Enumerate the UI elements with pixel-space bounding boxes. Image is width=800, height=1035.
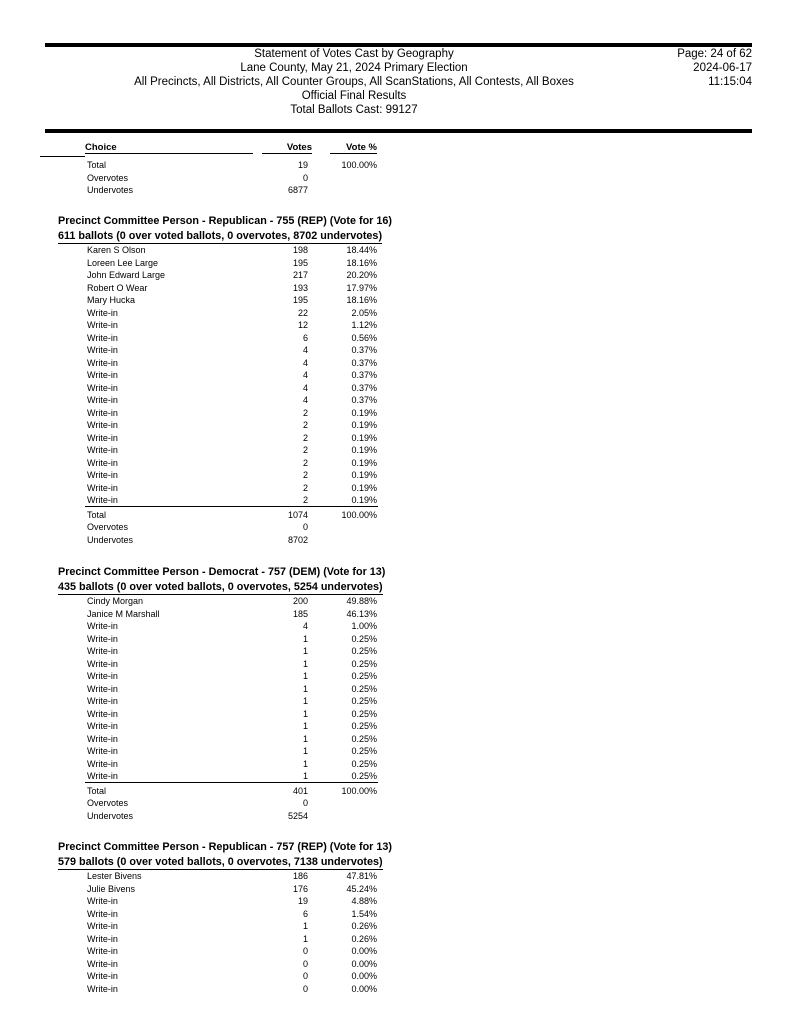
choice-cell: Write-in — [87, 495, 118, 505]
pct-cell: 0.37% — [351, 395, 377, 405]
choice-cell: Write-in — [87, 432, 118, 443]
choice-cell: Write-in — [87, 457, 118, 468]
votes-cell: 401 — [292, 785, 308, 796]
votes-header-underline — [262, 153, 312, 154]
table-row — [45, 870, 752, 883]
table-row — [45, 482, 752, 495]
pct-cell: 1.12% — [351, 320, 377, 330]
table-row — [45, 983, 752, 996]
votes-cell: 22 — [297, 307, 308, 318]
table-row — [45, 282, 752, 295]
pct-cell: 18.16% — [346, 257, 377, 268]
table-row — [45, 970, 752, 983]
pct-cell: 100.00% — [341, 160, 377, 170]
contest-title: Precinct Committee Person - Republican - 755 (REP) (Vote for 16) — [58, 215, 392, 227]
pct-cell: 0.19% — [351, 457, 377, 468]
table-column-header — [45, 143, 752, 154]
votes-cell: 0 — [302, 971, 308, 981]
pct-cell: 100.00% — [341, 509, 377, 520]
table-row — [45, 620, 752, 633]
table-row — [45, 521, 752, 534]
pct-cell: 49.88% — [346, 596, 377, 606]
table-row — [45, 534, 752, 547]
table-row — [45, 257, 752, 270]
table-row — [45, 332, 752, 345]
table-row — [45, 785, 752, 798]
table-row — [45, 908, 752, 921]
votes-cell: 4 — [302, 395, 308, 405]
table-row — [45, 159, 752, 172]
table-row — [45, 469, 752, 482]
pct-cell: 47.81% — [346, 871, 377, 881]
votepct-column-header: Vote % — [346, 142, 377, 153]
results-section-rep-757 — [45, 841, 752, 997]
choice-cell: Write-in — [87, 696, 118, 706]
choice-cell: Loreen Lee Large — [87, 257, 159, 268]
contest-ballots-line: 579 ballots (0 over voted ballots, 0 overvotes, 7138 undervotes) — [58, 856, 383, 868]
choice-cell: Write-in — [87, 746, 118, 756]
contest-ballots-line: 435 ballots (0 over voted ballots, 0 overvotes, 5254 undervotes) — [58, 581, 383, 593]
votes-cell: 4 — [302, 345, 308, 355]
contest-title: Precinct Committee Person - Republican - 757 (REP) (Vote for 13) — [58, 841, 392, 853]
results-section-rep-755 — [45, 215, 752, 546]
votes-cell: 176 — [292, 883, 308, 894]
pct-cell: 0.37% — [351, 382, 377, 393]
votes-cell: 5254 — [287, 810, 308, 821]
pct-cell: 0.37% — [351, 370, 377, 380]
report-date: 2024-06-17 — [693, 62, 752, 74]
pct-cell: 0.25% — [351, 733, 377, 744]
pct-cell: 0.00% — [351, 958, 377, 969]
votepct-header-underline — [330, 153, 377, 154]
choice-cell: Write-in — [87, 382, 118, 393]
votes-cell: 1 — [302, 671, 308, 681]
choice-cell: Write-in — [87, 633, 118, 644]
votes-cell: 1074 — [287, 509, 308, 520]
pct-cell: 0.26% — [351, 921, 377, 931]
choice-cell: Write-in — [87, 420, 118, 430]
votes-cell: 6 — [302, 908, 308, 919]
votes-cell: 1 — [302, 633, 308, 644]
table-row — [45, 595, 752, 608]
votes-cell: 186 — [292, 871, 308, 881]
pct-cell: 0.25% — [351, 671, 377, 681]
choice-cell: John Edward Large — [87, 270, 166, 280]
votes-cell: 0 — [302, 946, 308, 956]
choice-cell: Write-in — [87, 721, 118, 731]
choice-cell: Mary Hucka — [87, 295, 136, 305]
choice-cell: Write-in — [87, 658, 118, 669]
votes-cell: 4 — [302, 382, 308, 393]
votes-cell: 2 — [302, 445, 308, 455]
votes-cell: 1 — [302, 658, 308, 669]
table-row — [45, 658, 752, 671]
pct-cell: 45.24% — [346, 883, 377, 894]
choice-cell: Karen S Olson — [87, 245, 146, 255]
table-row — [45, 494, 752, 507]
choice-cell: Write-in — [87, 933, 118, 944]
votes-cell: 1 — [302, 646, 308, 656]
pct-cell: 0.25% — [351, 683, 377, 694]
choice-cell: Undervotes — [87, 810, 134, 821]
pct-cell: 20.20% — [346, 270, 377, 280]
choice-cell: Overvotes — [87, 172, 129, 183]
section-summary — [45, 159, 752, 197]
table-row — [45, 432, 752, 445]
section-rows — [45, 244, 752, 507]
table-row — [45, 369, 752, 382]
pct-cell: 46.13% — [346, 608, 377, 619]
pct-cell: 0.19% — [351, 470, 377, 480]
pct-cell: 0.25% — [351, 758, 377, 769]
table-row — [45, 244, 752, 257]
choice-cell: Write-in — [87, 470, 118, 480]
election-name: Lane County, May 21, 2024 Primary Election — [240, 62, 468, 74]
votes-cell: 200 — [292, 596, 308, 606]
pct-cell: 100.00% — [341, 785, 377, 796]
votes-cell: 6877 — [287, 185, 308, 195]
votes-cell: 2 — [302, 407, 308, 418]
votes-cell: 1 — [302, 746, 308, 756]
contest-title: Precinct Committee Person - Democrat - 757 (DEM) (Vote for 13) — [58, 566, 386, 578]
table-row — [45, 457, 752, 470]
votes-cell: 1 — [302, 708, 308, 719]
table-row — [45, 357, 752, 370]
votes-cell: 2 — [302, 420, 308, 430]
table-row — [45, 319, 752, 332]
votes-cell: 1 — [302, 721, 308, 731]
votes-cell: 195 — [292, 295, 308, 305]
pct-cell: 1.54% — [351, 908, 377, 919]
table-row — [45, 708, 752, 721]
table-row — [45, 184, 752, 197]
choice-cell: Write-in — [87, 370, 118, 380]
choice-cell: Write-in — [87, 357, 118, 368]
choice-cell: Write-in — [87, 445, 118, 455]
choice-cell: Write-in — [87, 320, 118, 330]
pct-cell: 0.00% — [351, 983, 377, 994]
choice-cell: Undervotes — [87, 185, 134, 195]
table-row — [45, 419, 752, 432]
choice-cell: Julie Bivens — [87, 883, 136, 894]
page-info — [45, 47, 752, 89]
pct-cell: 0.37% — [351, 345, 377, 355]
choice-cell: Write-in — [87, 896, 118, 906]
choice-cell: Total — [87, 160, 107, 170]
votes-cell: 0 — [302, 983, 308, 994]
votes-cell: 198 — [292, 245, 308, 255]
table-row — [45, 945, 752, 958]
votes-cell: 6 — [302, 332, 308, 343]
table-row — [45, 958, 752, 971]
table-row — [45, 933, 752, 946]
votes-cell: 4 — [302, 357, 308, 368]
votes-cell: 1 — [302, 733, 308, 744]
votes-cell: 0 — [302, 172, 308, 183]
choice-cell: Overvotes — [87, 798, 129, 808]
pct-cell: 0.00% — [351, 946, 377, 956]
choice-column-header: Choice — [85, 142, 117, 153]
votes-cell: 217 — [292, 270, 308, 280]
table-row — [45, 920, 752, 933]
table-row — [45, 758, 752, 771]
table-row — [45, 810, 752, 823]
votes-cell: 12 — [297, 320, 308, 330]
choice-cell: Write-in — [87, 971, 118, 981]
choice-cell: Write-in — [87, 407, 118, 418]
contest-ballots-line: 611 ballots (0 over voted ballots, 0 overvotes, 8702 undervotes) — [58, 230, 383, 242]
choice-cell: Total — [87, 509, 107, 520]
choice-cell: Write-in — [87, 921, 118, 931]
results-section-dem-757 — [45, 566, 752, 822]
choice-cell: Total — [87, 785, 107, 796]
table-row — [45, 745, 752, 758]
pct-cell: 18.16% — [346, 295, 377, 305]
pct-cell: 0.00% — [351, 971, 377, 981]
pct-cell: 0.25% — [351, 633, 377, 644]
table-row — [45, 172, 752, 185]
choice-header-underline — [85, 153, 253, 154]
votes-cell: 0 — [302, 798, 308, 808]
votes-cell: 1 — [302, 758, 308, 769]
pct-cell: 0.25% — [351, 746, 377, 756]
table-row — [45, 382, 752, 395]
votes-cell: 8702 — [287, 534, 308, 545]
section-summary — [45, 785, 752, 823]
header-divider-rule — [45, 129, 752, 133]
table-row — [45, 695, 752, 708]
votes-cell: 19 — [297, 896, 308, 906]
choice-cell: Cindy Morgan — [87, 596, 144, 606]
choice-cell: Write-in — [87, 683, 118, 694]
pct-cell: 0.19% — [351, 407, 377, 418]
pct-cell: 17.97% — [346, 282, 377, 293]
section-summary — [45, 509, 752, 547]
choice-cell: Write-in — [87, 332, 118, 343]
choice-cell: Write-in — [87, 771, 118, 781]
votes-cell: 2 — [302, 432, 308, 443]
votes-cell: 4 — [302, 621, 308, 631]
pct-cell: 4.88% — [351, 896, 377, 906]
pct-cell: 0.19% — [351, 432, 377, 443]
filter-line: All Precincts, All Districts, All Counter Groups, All ScanStations, All Contests, All Boxes — [134, 76, 574, 88]
table-row — [45, 509, 752, 522]
choice-cell: Undervotes — [87, 534, 134, 545]
table-row — [45, 307, 752, 320]
table-row — [45, 895, 752, 908]
pct-cell: 0.19% — [351, 482, 377, 493]
pct-cell: 0.25% — [351, 721, 377, 731]
pct-cell: 0.25% — [351, 658, 377, 669]
choice-cell: Write-in — [87, 621, 118, 631]
votes-cell: 2 — [302, 470, 308, 480]
pct-cell: 0.19% — [351, 420, 377, 430]
table-row — [45, 645, 752, 658]
choice-cell: Lester Bivens — [87, 871, 142, 881]
table-row — [45, 344, 752, 357]
choice-cell: Write-in — [87, 671, 118, 681]
votes-cell: 1 — [302, 933, 308, 944]
total-ballots-cast: Total Ballots Cast: 99127 — [290, 104, 418, 116]
report-title: Statement of Votes Cast by Geography — [254, 48, 454, 60]
table-row — [45, 733, 752, 746]
choice-cell: Write-in — [87, 646, 118, 656]
votes-cell: 185 — [292, 608, 308, 619]
choice-cell: Write-in — [87, 307, 118, 318]
pct-cell: 0.25% — [351, 771, 377, 781]
results-status: Official Final Results — [301, 90, 407, 102]
choice-cell: Write-in — [87, 958, 118, 969]
votes-cell: 193 — [292, 282, 308, 293]
table-row — [45, 670, 752, 683]
results-section-continued — [45, 157, 752, 197]
table-row — [45, 770, 752, 783]
pct-cell: 0.56% — [351, 332, 377, 343]
choice-cell: Write-in — [87, 908, 118, 919]
table-row — [45, 407, 752, 420]
report-time: 11:15:04 — [708, 76, 752, 88]
table-row — [45, 608, 752, 621]
table-row — [45, 269, 752, 282]
votes-cell: 2 — [302, 457, 308, 468]
choice-cell: Write-in — [87, 395, 118, 405]
section-rows — [45, 870, 752, 995]
pct-cell: 0.25% — [351, 646, 377, 656]
votes-cell: 195 — [292, 257, 308, 268]
table-row — [45, 797, 752, 810]
pct-cell: 0.26% — [351, 933, 377, 944]
votes-column-header: Votes — [286, 142, 312, 153]
votes-cell: 19 — [297, 160, 308, 170]
votes-cell: 1 — [302, 921, 308, 931]
table-row — [45, 394, 752, 407]
pct-cell: 0.37% — [351, 357, 377, 368]
votes-cell: 1 — [302, 696, 308, 706]
pct-cell: 1.00% — [351, 621, 377, 631]
table-row — [45, 720, 752, 733]
choice-cell: Robert O Wear — [87, 282, 148, 293]
choice-cell: Write-in — [87, 983, 118, 994]
choice-cell: Write-in — [87, 758, 118, 769]
votes-cell: 2 — [302, 495, 308, 505]
choice-cell: Write-in — [87, 733, 118, 744]
pct-cell: 0.25% — [351, 708, 377, 719]
pct-cell: 18.44% — [346, 245, 377, 255]
votes-cell: 2 — [302, 482, 308, 493]
table-row — [45, 444, 752, 457]
choice-cell: Overvotes — [87, 522, 129, 532]
table-row — [45, 633, 752, 646]
pct-cell: 2.05% — [351, 307, 377, 318]
choice-cell: Write-in — [87, 345, 118, 355]
table-row — [45, 683, 752, 696]
choice-cell: Write-in — [87, 946, 118, 956]
votes-cell: 1 — [302, 683, 308, 694]
votes-cell: 0 — [302, 958, 308, 969]
section-rows — [45, 595, 752, 783]
pct-cell: 0.19% — [351, 495, 377, 505]
votes-cell: 1 — [302, 771, 308, 781]
table-row — [45, 294, 752, 307]
votes-cell: 0 — [302, 522, 308, 532]
page-number: Page: 24 of 62 — [677, 48, 752, 60]
table-row — [45, 883, 752, 896]
votes-cell: 4 — [302, 370, 308, 380]
choice-cell: Write-in — [87, 482, 118, 493]
pct-cell: 0.25% — [351, 696, 377, 706]
choice-cell: Write-in — [87, 708, 118, 719]
choice-cell: Janice M Marshall — [87, 608, 160, 619]
pct-cell: 0.19% — [351, 445, 377, 455]
